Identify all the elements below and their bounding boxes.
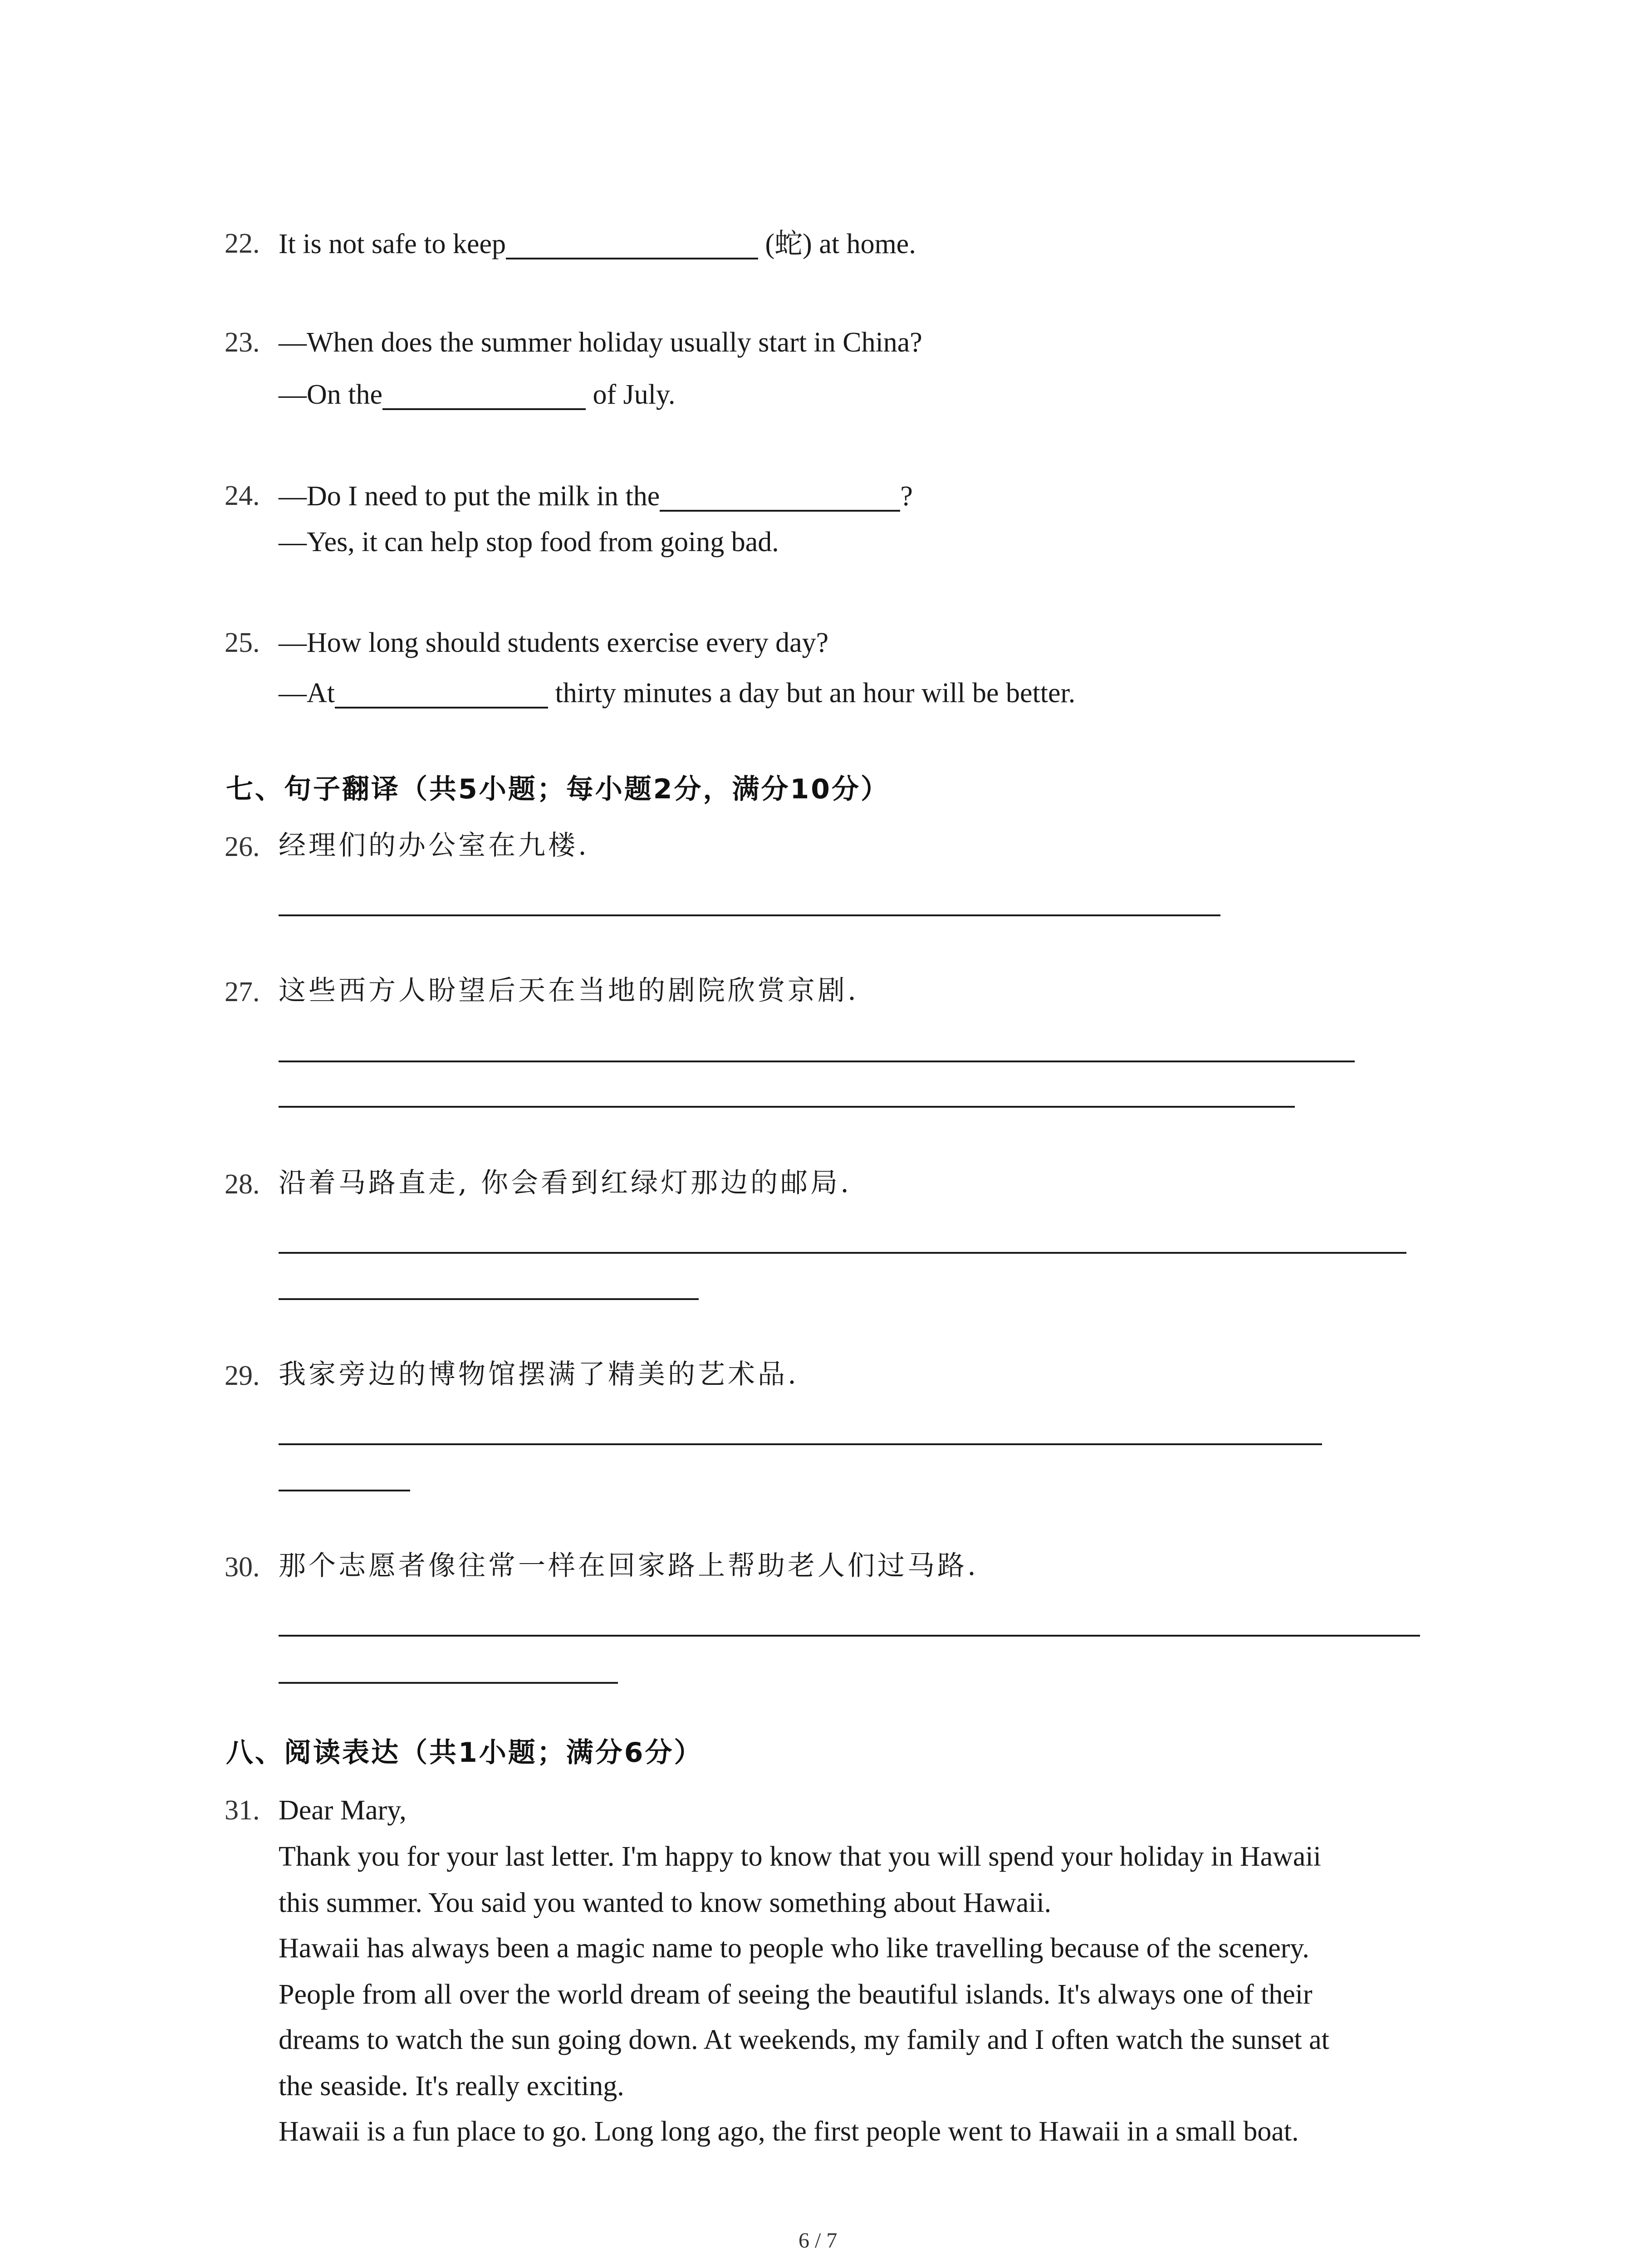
answer-blank[interactable]	[382, 380, 586, 410]
translation-prompt: 我家旁边的博物馆摆满了精美的艺术品.	[279, 1359, 799, 1390]
letter-line: People from all over the world dream of seeing the beautiful islands. It's always one of their	[279, 1979, 1313, 2010]
answer-line[interactable]	[279, 1635, 1420, 1637]
answer-line[interactable]	[279, 1443, 1322, 1445]
letter-line: the seaside. It's really exciting.	[279, 2071, 624, 2102]
answer-line[interactable]	[279, 1252, 1406, 1254]
section-heading: 八、阅读表达（共1小题；满分6分）	[226, 1737, 703, 1769]
answer-blank[interactable]	[660, 482, 900, 512]
question-number: 23.	[225, 327, 260, 358]
translation-prompt: 沿着马路直走, 你会看到红绿灯那边的邮局.	[279, 1167, 852, 1199]
question-number: 28.	[225, 1169, 260, 1200]
answer-blank[interactable]	[335, 679, 548, 709]
page-number: 6 / 7	[798, 2229, 838, 2253]
answer-line[interactable]	[279, 1061, 1355, 1062]
question-text: ?	[900, 481, 913, 512]
letter-line: Thank you for your last letter. I'm happy to know that you will spend your holiday in Hawaii	[279, 1841, 1321, 1872]
answer-line[interactable]	[279, 1298, 699, 1300]
question-25-answer	[279, 679, 1075, 707]
question-text: It is not safe to keep	[279, 229, 506, 259]
question-number: 30.	[225, 1552, 260, 1583]
letter-line: Dear Mary,	[279, 1795, 407, 1826]
question-text: —When does the summer holiday usually start in China?	[279, 327, 922, 358]
question-number: 31.	[225, 1795, 260, 1826]
letter-line: Hawaii is a fun place to go. Long long ago, the first people went to Hawaii in a small boat.	[279, 2116, 1299, 2147]
question-text: —Do I need to put the milk in the	[279, 481, 660, 512]
answer-blank[interactable]	[506, 230, 758, 259]
question-text: —How long should students exercise every day?	[279, 627, 829, 658]
section-heading: 七、句子翻译（共5小题；每小题2分，满分10分）	[226, 773, 890, 805]
question-text: (蛇) at home.	[765, 229, 916, 259]
question-text: thirty minutes a day but an hour will be better.	[555, 678, 1076, 709]
translation-prompt: 那个志愿者像往常一样在回家路上帮助老人们过马路.	[279, 1550, 979, 1582]
answer-line[interactable]	[279, 1682, 618, 1684]
answer-line[interactable]	[279, 914, 1220, 916]
question-22	[279, 230, 916, 258]
question-text: —At	[279, 678, 335, 709]
translation-prompt: 经理们的办公室在九楼.	[279, 830, 590, 861]
question-23-answer	[279, 380, 676, 409]
question-number: 25.	[225, 627, 260, 658]
answer-line[interactable]	[279, 1106, 1295, 1108]
question-number: 26.	[225, 831, 260, 862]
letter-line: dreams to watch the sun going down. At weekends, my family and I often watch the sunset at	[279, 2024, 1329, 2055]
question-text: —On the	[279, 379, 383, 410]
question-text: —Yes, it can help stop food from going bad.	[279, 527, 779, 557]
question-text: of July.	[593, 379, 676, 410]
letter-line: this summer. You said you wanted to know something about Hawaii.	[279, 1887, 1052, 1918]
question-number: 22.	[225, 228, 260, 259]
question-number: 27.	[225, 977, 260, 1007]
question-24	[279, 482, 913, 510]
answer-line[interactable]	[279, 1490, 410, 1491]
translation-prompt: 这些西方人盼望后天在当地的剧院欣赏京剧.	[279, 975, 859, 1007]
letter-line: Hawaii has always been a magic name to people who like travelling because of the scenery.	[279, 1933, 1309, 1964]
question-number: 24.	[225, 480, 260, 511]
question-number: 29.	[225, 1360, 260, 1391]
